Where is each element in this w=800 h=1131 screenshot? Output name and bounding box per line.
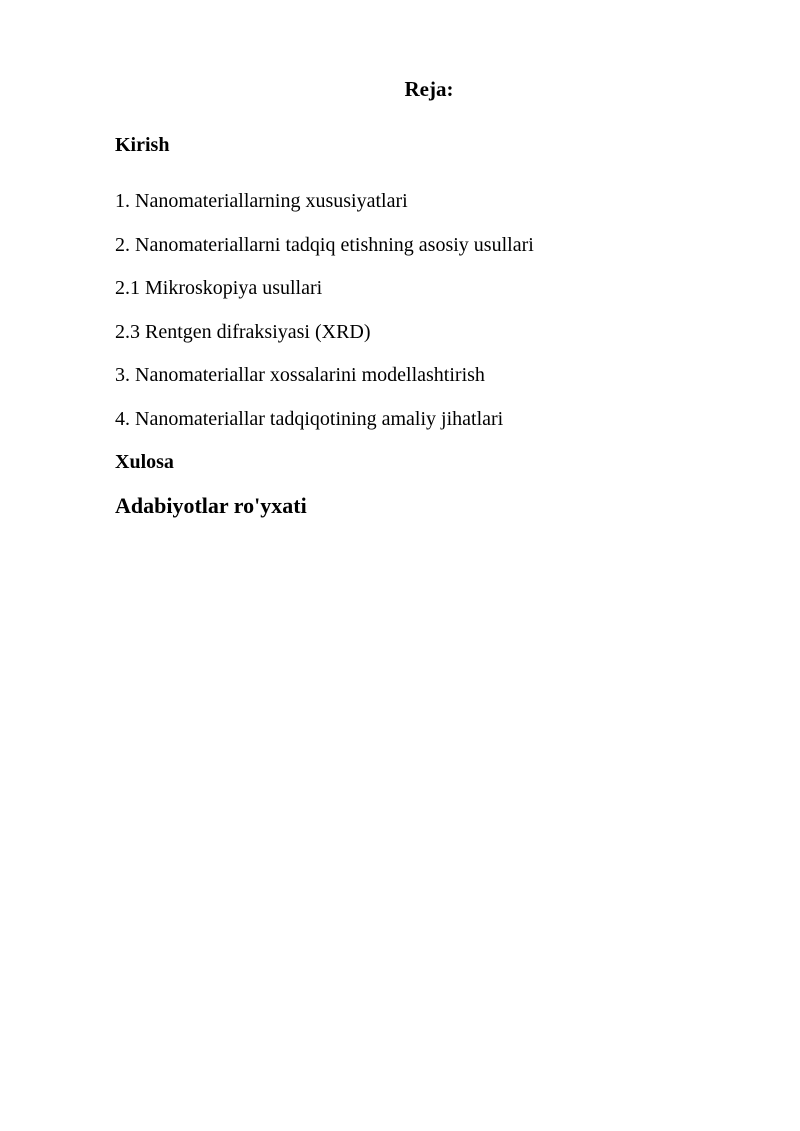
- conclusion-heading: Xulosa: [115, 451, 174, 473]
- toc-item-3: 3. Nanomateriallar xossalarini modellashtirish: [115, 364, 485, 386]
- intro-heading: Kirish: [115, 134, 170, 156]
- references-heading: Adabiyotlar ro'yxati: [115, 493, 307, 518]
- toc-item-4: 4. Nanomateriallar tadqiqotining amaliy jihatlari: [115, 408, 504, 430]
- toc-item-2-3: 2.3 Rentgen difraksiyasi (XRD): [115, 321, 371, 343]
- toc-item-2-1: 2.1 Mikroskopiya usullari: [115, 277, 323, 299]
- toc-item-1: 1. Nanomateriallarning xususiyatlari: [115, 190, 408, 212]
- plan-title: Reja:: [404, 77, 454, 101]
- toc-item-2: 2. Nanomateriallarni tadqiq etishning asosiy usullari: [115, 234, 534, 256]
